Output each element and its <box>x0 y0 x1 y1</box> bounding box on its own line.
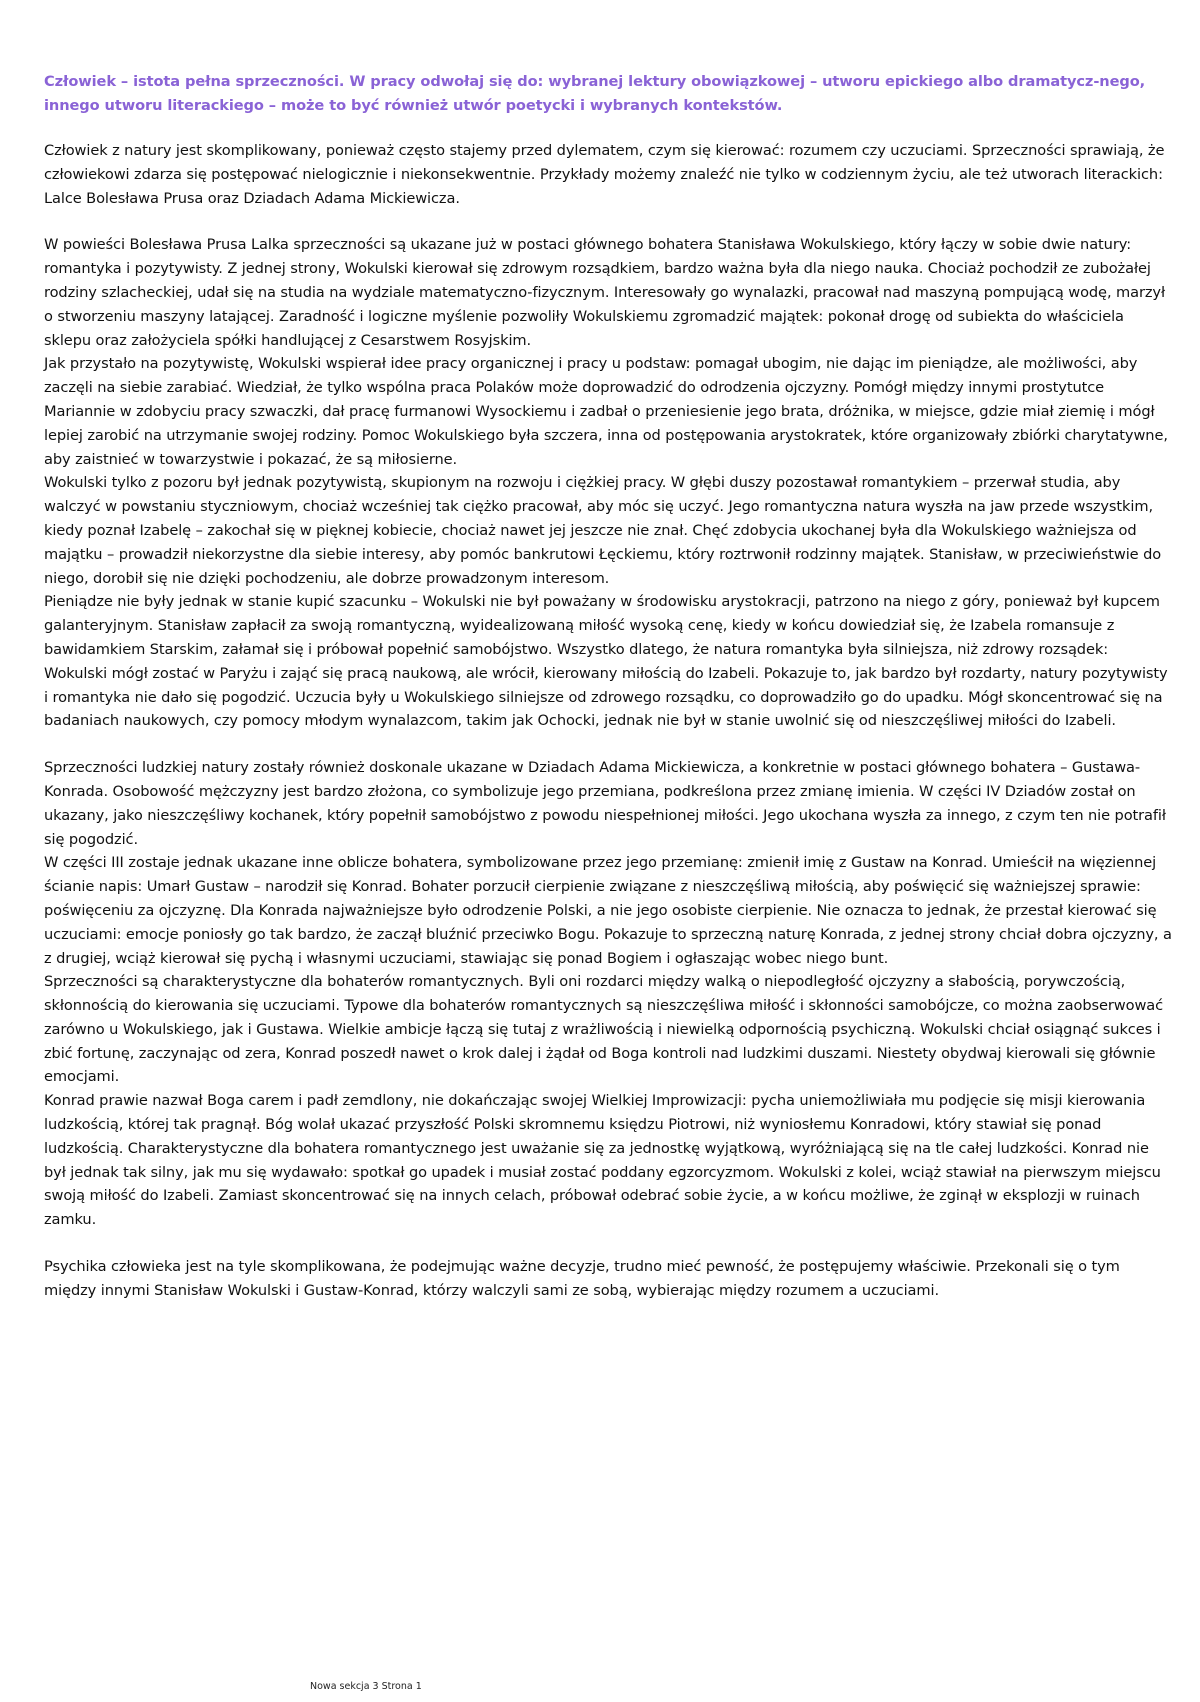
lalka-paragraph-2: Jak przystało na pozytywistę, Wokulski wspierał idee pracy organicznej i pracy u podstaw: pomagał ubogim, nie dając im pieniądze, ale możliwości, aby zaczęli na siebie zarabiać. Wiedział, że tylko wspólna praca Polaków może doprowadzić do odrodzenia ojczyzny. Pomógł między innymi prostytutce Mariannie w zdobyciu pracy szwaczki, dał pracę furmanowi Wysockiemu i zadbał o przeniesienie jego brata, dróżnika, w miejsce, gdzie miał ziemię i mógł lepiej zarobić na utrzymanie swojej rodziny. Pomoc Wokulskiego była szczera, inna od postępowania arystokratek, które organizowały zbiórki charytatywne, aby zaistnieć w towarzystwie i pokazać, że są miłosierne. <box>44 355 1168 468</box>
intro-paragraph: Człowiek z natury jest skomplikowany, ponieważ często stajemy przed dylematem, czym się kierować: rozumem czy uczuciami. Sprzeczności sprawiają, że człowiekowi zdarza się postępować nielogicznie i niekonsekwentnie. Przykłady możemy znaleźć nie tylko w codziennym życiu, ale też utworach literackich: Lalce Bolesława Prusa oraz Dziadach Adama Mickiewicza. <box>44 142 1165 207</box>
paragraph-gap <box>44 210 1174 233</box>
lalka-paragraph-1: W powieści Bolesława Prusa Lalka sprzeczności są ukazane już w postaci głównego bohatera Stanisława Wokulskiego, który łączy w sobie dwie natury: romantyka i pozytywisty. Z jednej strony, Wokulski kierował się zdrowym rozsądkiem, bardzo ważna była dla niego nauka. Chociaż pochodził ze zubożałej rodziny szlacheckiej, udał się na studia na wydziale matematyczno-fizycznym. Interesowały go wynalazki, pracował nad maszyną pompującą wodę, marzył o stworzeniu maszyny latającej. Zaradność i logiczne myślenie pozwoliły Wokulskiemu zgromadzić majątek: pokonał drogę od subiekta do właściciela sklepu oraz założyciela spółki handlującej z Cesarstwem Rosyjskim. <box>44 236 1166 349</box>
romantic-paragraph-2: Konrad prawie nazwał Boga carem i padł zemdlony, nie dokańczając swojej Wielkiej Improwizacji: pycha uniemożliwiała mu podjęcie się misji kierowania ludzkością, której tak pragnął. Bóg wolał ukazać przyszłość Polski skromnemu księdzu Piotrowi, niż wyniosłemu Konradowi, który stawiał się ponad ludzkością. Charakterystyczne dla bohatera romantycznego jest uważanie się za jednostkę wyjątkową, wyróżniającą się na tle całej ludzkości. Konrad nie był jednak tak silny, jak mu się wydawało: spotkał go upadek i musiał zostać poddany egzorcyzmom. Wokulski z kolei, wciąż stawiał na pierwszym miejscu swoją miłość do Izabeli. Zamiast skoncentrować się na innych celach, próbował odebrać sobie życie, a w końcu możliwe, że zginął w eksplozji w ruinach zamku. <box>44 1092 1161 1229</box>
lalka-paragraph-4: Pieniądze nie były jednak w stanie kupić szacunku – Wokulski nie był poważany w środowisku arystokracji, patrzono na niego z góry, ponieważ był kupcem galanteryjnym. Stanisław zapłacił za swoją romantyczną, wyidealizowaną miłość wysoką cenę, kiedy w końcu dowiedział się, że Izabela romansuje z bawidamkiem Starskim, załamał się i próbował popełnić samobójstwo. Wszystko dlatego, że natura romantyka była silniejsza, niż zdrowy rozsądek: Wokulski mógł zostać w Paryżu i zająć się pracą naukową, ale wrócił, kierowany miłością do Izabeli. Pokazuje to, jak bardzo był rozdarty, natury pozytywisty i romantyka nie dało się pogodzić. Uczucia były u Wokulskiego silniejsze od zdrowego rozsądku, co doprowadziło go do upadku. Mógł skoncentrować się na badaniach naukowych, czy pomocy młodym wynalazcom, takim jak Ochocki, jednak nie był w stanie uwolnić się od nieszczęśliwej miłości do Izabeli. <box>44 593 1168 730</box>
document-page <box>44 70 1174 1303</box>
conclusion-paragraph: Psychika człowieka jest na tyle skomplikowana, że podejmując ważne decyzje, trudno mieć pewność, że postępujemy właściwie. Przekonali się o tym między innymi Stanisław Wokulski i Gustaw-Konrad, którzy walczyli sami ze sobą, wybierając między rozumem a uczuciami. <box>44 1258 1120 1299</box>
romantic-paragraph-1: Sprzeczności są charakterystyczne dla bohaterów romantycznych. Byli oni rozdarci między walką o niepodległość ojczyzny a słabością, porywczością, skłonnością do kierowania się uczuciami. Typowe dla bohaterów romantycznych są nieszczęśliwa miłość i skłonności samobójcze, co można zaobserwować zarówno u Wokulskiego, jak i Gustawa. Wielkie ambicje łączą się tutaj z wrażliwością i niewielką odpornością psychiczną. Wokulski chciał osiągnąć sukces i zbić fortunę, zaczynając od zera, Konrad poszedł nawet o krok dalej i żądał od Boga kontroli nad ludzkimi duszami. Niestety obydwaj kierowali się głównie emocjami. <box>44 973 1164 1086</box>
dziady-paragraph-1: Sprzeczności ludzkiej natury zostały również doskonale ukazane w Dziadach Adama Mickiewicza, a konkretnie w postaci głównego bohatera – Gustawa-Konrada. Osobowość mężczyzny jest bardzo złożona, co symbolizuje jego przemiana, podkreślona przez zmianę imienia. W części IV Dziadów został on ukazany, jako nieszczęśliwy kochanek, który popełnił samobójstwo z powodu niespełnionej miłości. Jego ukochana wyszła za innego, z czym ten nie potrafił się pogodzić. <box>44 759 1166 848</box>
paragraph-gap <box>44 1232 1174 1255</box>
paragraph-gap <box>44 733 1174 756</box>
page-footer: Nowa sekcja 3 Strona 1 <box>310 1681 422 1692</box>
dziady-paragraph-2: W części III zostaje jednak ukazane inne oblicze bohatera, symbolizowane przez jego przemianę: zmienił imię z Gustaw na Konrad. Umieścił na więziennej ścianie napis: Umarł Gustaw – narodził się Konrad. Bohater porzucił cierpienie związane z nieszczęśliwą miłością, aby poświęcić się ważniejszej sprawie: poświęceniu za ojczyznę. Dla Konrada najważniejsze było odrodzenie Polski, a nie jego osobiste cierpienie. Nie oznacza to jednak, że przestał kierować się uczuciami: emocje poniosły go tak bardzo, że zaczął bluźnić przeciwko Bogu. Pokazuje to sprzeczną naturę Konrada, z jednej strony chciał dobra ojczyzny, a z drugiej, wciąż kierował się pychą i własnymi uczuciami, stawiając się ponad Bogiem i ogłaszając wobec niego bunt. <box>44 854 1172 967</box>
lalka-paragraph-3: Wokulski tylko z pozoru był jednak pozytywistą, skupionym na rozwoju i ciężkiej pracy. W głębi duszy pozostawał romantykiem – przerwał studia, aby walczyć w powstaniu styczniowym, chociaż wcześniej tak ciężko pracował, aby móc się uczyć. Jego romantyczna natura wyszła na jaw przede wszystkim, kiedy poznał Izabelę – zakochał się w pięknej kobiecie, chociaż nawet jej jeszcze nie znał. Chęć zdobycia ukochanej była dla Wokulskiego ważniejsza od majątku – prowadził niekorzystne dla siebie interesy, aby pomóc bankrutowi Łęckiemu, który roztrwonił rodzinny majątek. Stanisław, w przeciwieństwie do niego, dorobił się nie dzięki pochodzeniu, ale dobrze prowadzonym interesom. <box>44 474 1162 587</box>
page-title: Człowiek – istota pełna sprzeczności. W pracy odwołaj się do: wybranej lektury obowiązkowej – utworu epickiego albo dramatycz-nego, innego utworu literackiego – może to być również utwór poetycki i wybranych kontekstów. <box>44 73 1146 114</box>
